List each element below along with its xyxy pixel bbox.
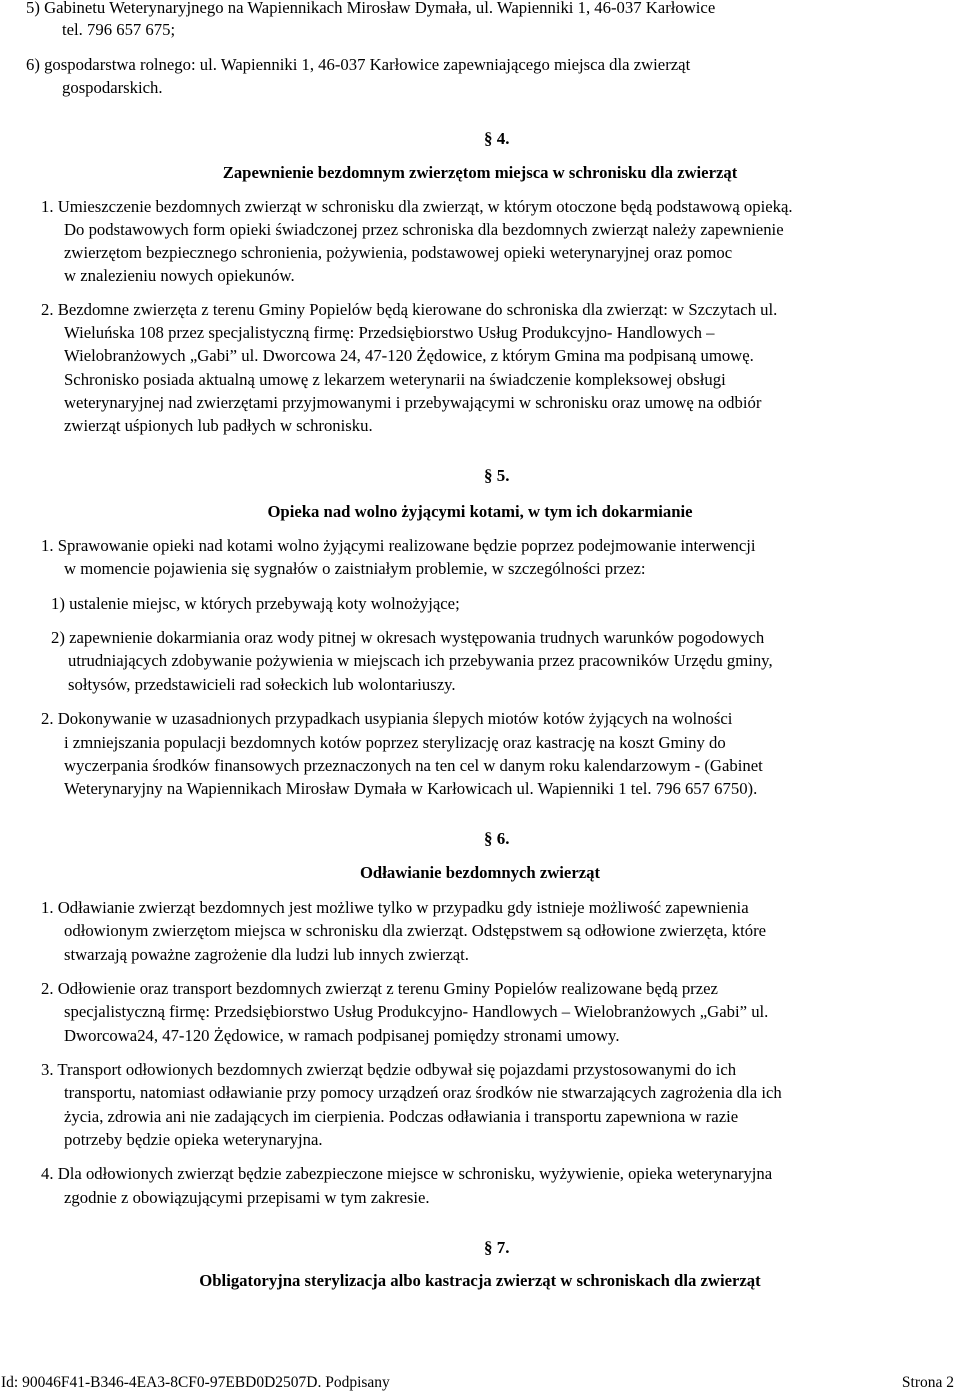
paragraph-line: 1. Sprawowanie opieki nad kotami wolno żyjącymi realizowane będzie poprzez podejmowanie interwencji bbox=[41, 536, 756, 555]
paragraph-line: stwarzają poważne zagrożenie dla ludzi lub innych zwierząt. bbox=[64, 945, 469, 964]
paragraph-line: weterynaryjnej nad zwierzętami przyjmowanymi i przebywającymi w schronisku oraz umowę na odbiór bbox=[64, 393, 762, 412]
text-line: 5) Gabinetu Weterynaryjnego na Wapiennikach Mirosław Dymała, ul. Wapienniki 1, 46-037 Karłowice bbox=[26, 0, 716, 17]
section-number: § 5. bbox=[484, 466, 510, 485]
paragraph-line: Wieluńska 108 przez specjalistyczną firmę: Przedsiębiorstwo Usług Produkcyjno- Handlowych – bbox=[64, 323, 715, 342]
text-line: gospodarskich. bbox=[62, 78, 163, 97]
paragraph-line: wyczerpania środków finansowych przeznaczonych na ten cel w danym roku kalendarzowym - (Gabinet bbox=[64, 756, 763, 775]
section-title: Opieka nad wolno żyjącymi kotami, w tym ich dokarmianie bbox=[267, 502, 693, 521]
text-line: tel. 796 657 675; bbox=[62, 20, 176, 39]
paragraph-line: Weterynaryjny na Wapiennikach Mirosław Dymała w Karłowicach ul. Wapienniki 1 tel. 796 657 6750). bbox=[64, 779, 758, 798]
document-id: Id: 90046F41-B346-4EA3-8CF0-97EBD0D2507D. Podpisany bbox=[1, 1374, 390, 1391]
paragraph-line: 1. Umieszczenie bezdomnych zwierząt w schronisku dla zwierząt, w którym otoczone będą podstawową opieką. bbox=[41, 197, 793, 216]
paragraph-line: odłowionym zwierzętom miejsca w schronisku dla zwierząt. Odstępstwem są odłowione zwierzęta, które bbox=[64, 921, 767, 940]
paragraph-line: 3. Transport odłowionych bezdomnych zwierząt będzie odbywał się pojazdami przystosowanymi do ich bbox=[41, 1060, 737, 1079]
paragraph-line: Dworcowa24, 47-120 Żędowice, w ramach podpisanej pomiędzy stronami umowy. bbox=[64, 1026, 620, 1045]
paragraph-line: 2. Bezdomne zwierzęta z terenu Gminy Popielów będą kierowane do schroniska dla zwierząt: w Szczytach ul. bbox=[41, 300, 778, 319]
section-title: Zapewnienie bezdomnym zwierzętom miejsca w schronisku dla zwierząt bbox=[222, 163, 738, 182]
paragraph-line: 1. Odławianie zwierząt bezdomnych jest możliwe tylko w przypadku gdy istnieje możliwość zapewnienia bbox=[41, 898, 749, 917]
paragraph-line: 2. Dokonywanie w uzasadnionych przypadkach usypiania ślepych miotów kotów żyjących na wolności bbox=[41, 709, 733, 728]
paragraph-line: zwierząt uśpionych lub padłych w schronisku. bbox=[64, 416, 373, 435]
paragraph-line: Do podstawowych form opieki świadczonej przez schroniska dla bezdomnych zwierząt należy zapewnienie bbox=[64, 220, 784, 239]
list-item-line: utrudniających zdobywanie pożywienia w miejscach ich przebywania przez pracowników Urzędu gminy, bbox=[68, 651, 773, 670]
paragraph-line: Wielobranżowych „Gabi” ul. Dworcowa 24, 47-120 Żędowice, z którym Gmina ma podpisaną umowę. bbox=[64, 346, 754, 365]
paragraph-line: 4. Dla odłowionych zwierząt będzie zabezpieczone miejsce w schronisku, wyżywienie, opieka weterynaryjna bbox=[41, 1164, 773, 1183]
paragraph-line: potrzeby będzie opieka weterynaryjna. bbox=[64, 1130, 323, 1149]
list-item: 1) ustalenie miejsc, w których przebywają koty wolnożyjące; bbox=[51, 594, 460, 613]
section-number: § 7. bbox=[484, 1238, 510, 1257]
paragraph-line: 2. Odłowienie oraz transport bezdomnych zwierząt z terenu Gminy Popielów realizowane będą przez bbox=[41, 979, 718, 998]
paragraph-line: zwierzętom bezpiecznego schronienia, pożywienia, podstawowej opieki weterynaryjnej oraz pomoc bbox=[64, 243, 733, 262]
section-number: § 4. bbox=[484, 129, 510, 148]
paragraph-line: specjalistyczną firmę: Przedsiębiorstwo Usług Produkcyjno- Handlowych – Wielobranżowych „Gabi” ul. bbox=[64, 1002, 769, 1021]
paragraph-line: Schronisko posiada aktualną umowę z lekarzem weterynarii na świadczenie kompleksowej obsługi bbox=[64, 370, 726, 389]
section-title: Odławianie bezdomnych zwierząt bbox=[359, 863, 601, 882]
paragraph-line: w znalezieniu nowych opiekunów. bbox=[64, 266, 295, 285]
paragraph-line: transportu, natomiast odławianie przy pomocy urządzeń oraz środków nie stwarzających zagrożenia dla ich bbox=[64, 1083, 782, 1102]
paragraph-line: w momencie pojawienia się sygnałów o zaistniałym problemie, w szczególności przez: bbox=[64, 559, 646, 578]
text-line: 6) gospodarstwa rolnego: ul. Wapienniki 1, 46-037 Karłowice zapewniającego miejsca dla zwierząt bbox=[26, 55, 691, 74]
list-item-line: sołtysów, przedstawicieli rad sołeckich lub wolontariuszy. bbox=[68, 675, 456, 694]
paragraph-line: zgodnie z obowiązującymi przepisami w tym zakresie. bbox=[64, 1188, 430, 1207]
section-number: § 6. bbox=[484, 829, 510, 848]
list-item: 2) zapewnienie dokarmiania oraz wody pitnej w okresach występowania trudnych warunków pogodowych bbox=[51, 628, 765, 647]
paragraph-line: i zmniejszania populacji bezdomnych kotów poprzez sterylizację oraz kastrację na koszt Gminy do bbox=[64, 733, 726, 752]
section-title: Obligatoryjna sterylizacja albo kastracja zwierząt w schroniskach dla zwierząt bbox=[199, 1271, 761, 1290]
paragraph-line: życia, zdrowia ani nie zadających im cierpienia. Podczas odławiania i transportu zapewniona w razie bbox=[64, 1107, 739, 1126]
page-number: Strona 2 bbox=[901, 1374, 954, 1391]
